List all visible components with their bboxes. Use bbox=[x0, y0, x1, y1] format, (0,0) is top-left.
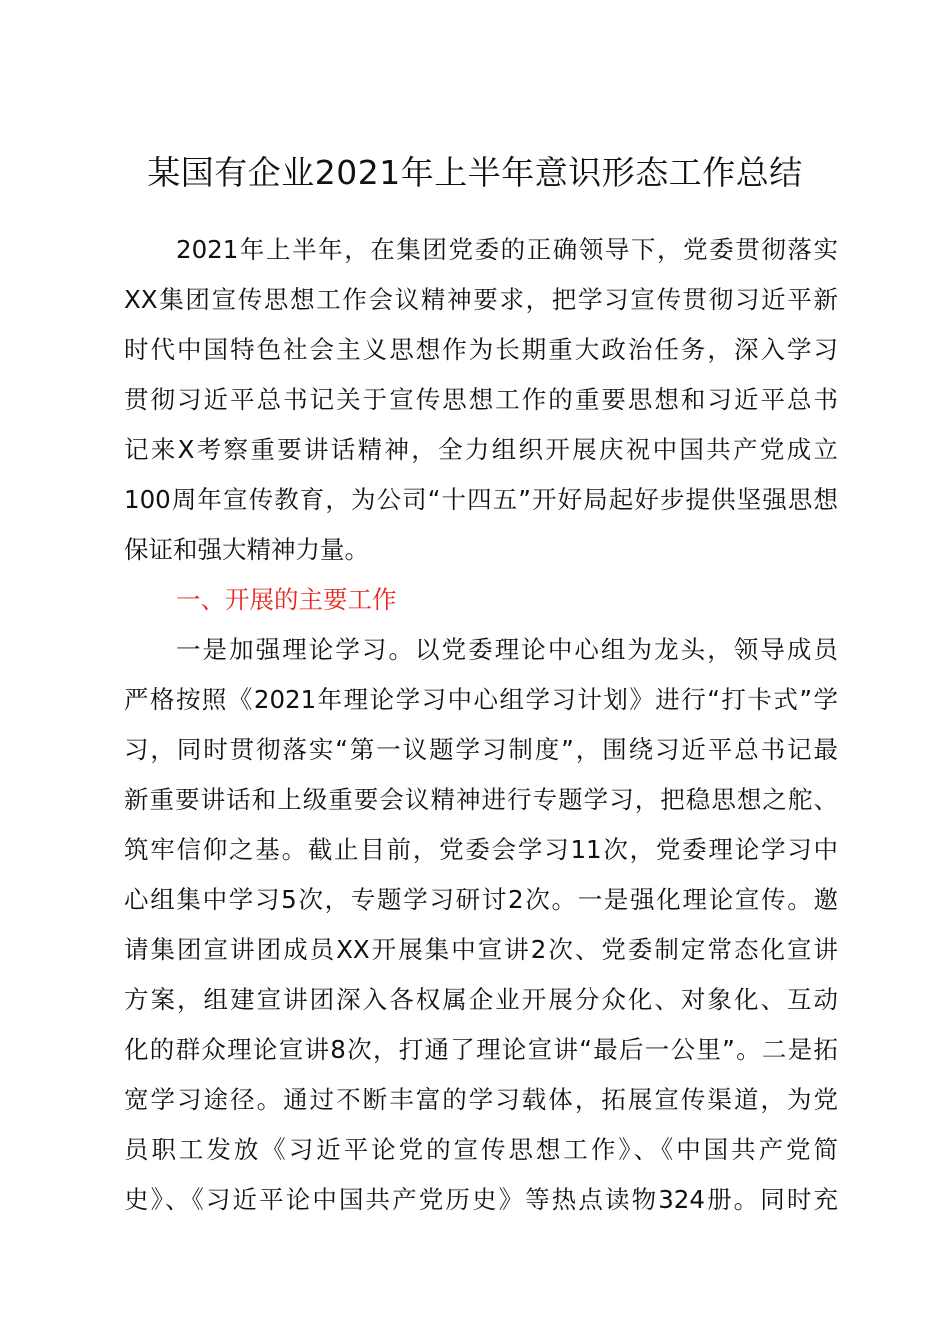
text-line: 化的群众理论宣讲8次，打通了理论宣讲“最后一公里”。二是拓 bbox=[124, 1035, 838, 1064]
text-line: 筑牢信仰之基。截止目前，党委会学习11次，党委理论学习中 bbox=[124, 835, 838, 864]
text-line: 请集团宣讲团成员XX开展集中宣讲2次、党委制定常态化宣讲 bbox=[124, 935, 838, 964]
paragraph-intro bbox=[124, 225, 838, 575]
text-line: 记来X考察重要讲话精神，全力组织开展庆祝中国共产党成立 bbox=[124, 435, 838, 464]
text-line: 时代中国特色社会主义思想作为长期重大政治任务，深入学习 bbox=[124, 335, 838, 364]
text-line: 习，同时贯彻落实“第一议题学习制度”，围绕习近平总书记最 bbox=[124, 735, 838, 764]
document-body bbox=[124, 225, 838, 1225]
text-line: 100周年宣传教育，为公司“十四五”开好局起好步提供坚强思想 bbox=[124, 485, 838, 514]
text-line: XX集团宣传思想工作会议精神要求，把学习宣传贯彻习近平新 bbox=[124, 285, 838, 314]
section-heading: 一、开展的主要工作 bbox=[176, 585, 397, 614]
text-line: 心组集中学习5次，专题学习研讨2次。一是强化理论宣传。邀 bbox=[124, 885, 838, 914]
text-line: 新重要讲话和上级重要会议精神进行专题学习，把稳思想之舵、 bbox=[124, 785, 838, 814]
text-line: 贯彻习近平总书记关于宣传思想工作的重要思想和习近平总书 bbox=[124, 385, 838, 414]
text-line: 2021年上半年，在集团党委的正确领导下，党委贯彻落实 bbox=[176, 235, 838, 264]
text-line: 史》、《习近平论中国共产党历史》等热点读物324册。同时充 bbox=[124, 1185, 838, 1214]
text-line: 保证和强大精神力量。 bbox=[124, 535, 369, 564]
paragraph-main-work bbox=[124, 625, 838, 1225]
text-line: 方案，组建宣讲团深入各权属企业开展分众化、对象化、互动 bbox=[124, 985, 838, 1014]
text-line: 宽学习途径。通过不断丰富的学习载体，拓展宣传渠道，为党 bbox=[124, 1085, 838, 1114]
text-line: 一是加强理论学习。以党委理论中心组为龙头，领导成员 bbox=[176, 635, 838, 664]
text-line: 严格按照《2021年理论学习中心组学习计划》进行“打卡式”学 bbox=[124, 685, 838, 714]
document-title: 某国有企业2021年上半年意识形态工作总结 bbox=[147, 153, 803, 192]
text-line: 员职工发放《习近平论党的宣传思想工作》、《中国共产党简 bbox=[124, 1135, 838, 1164]
